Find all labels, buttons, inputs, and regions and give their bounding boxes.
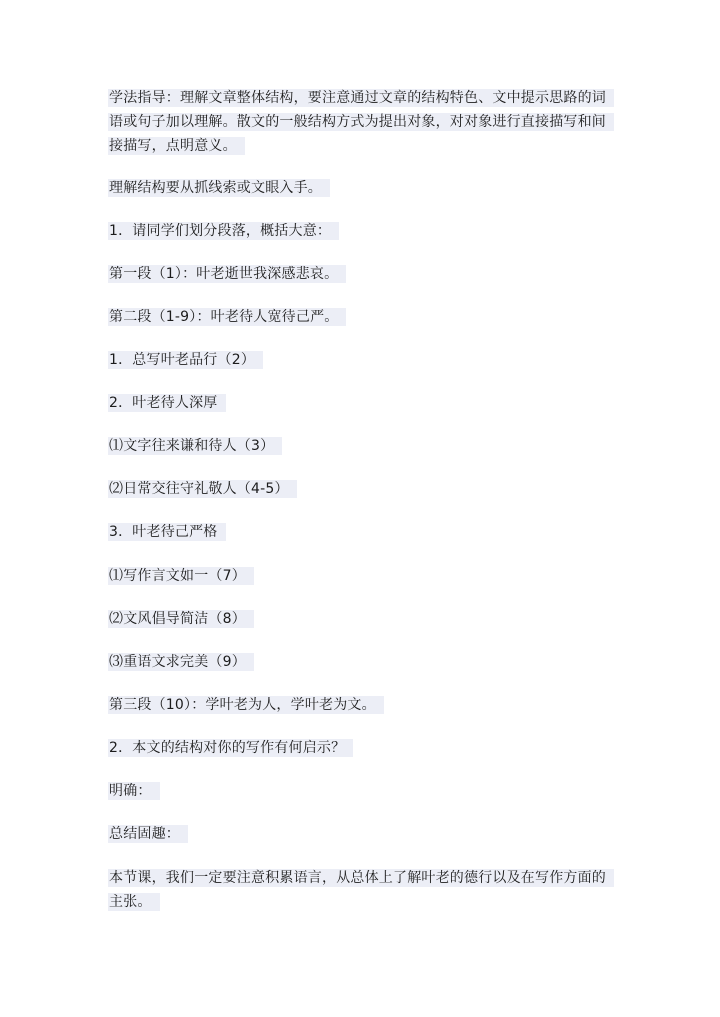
section-2-item-2b: ⑵日常交往守礼敬人（4-5） (108, 477, 297, 501)
guide-paragraph-line-3: 接描写，点明意义。 (108, 134, 245, 158)
section-3-summary: 第三段（10）：学叶老为人，学叶老为文。 (108, 693, 384, 717)
section-1-summary: 第一段（1）：叶老逝世我深感悲哀。 (108, 262, 346, 286)
understand-structure-text: 理解结构要从抓线索或文眼入手。 (108, 176, 330, 200)
guide-paragraph-line-2: 语或句子加以理解。散文的一般结构方式为提出对象，对对象进行直接描写和间 (108, 110, 614, 134)
section-2-item-3a: ⑴写作言文如一（7） (108, 564, 254, 588)
guide-paragraph-line-1: 学法指导：理解文章整体结构，要注意通过文章的结构特色、文中提示思路的词 (108, 86, 614, 110)
section-2-item-1: 1．总写叶老品行（2） (108, 348, 263, 372)
section-2-item-3b: ⑵文风倡导简洁（8） (108, 607, 254, 631)
section-2-item-2: 2．叶老待人深厚 (108, 391, 226, 415)
question-2: 2．本文的结构对你的写作有何启示？ (108, 736, 353, 760)
clarify-label: 明确： (108, 779, 160, 803)
summary-title: 总结固趣： (108, 822, 188, 846)
section-2-item-2a: ⑴文字往来谦和待人（3） (108, 434, 282, 458)
section-2-item-3c: ⑶重语文求完美（9） (108, 650, 254, 674)
summary-line-2: 主张。 (108, 890, 160, 914)
summary-line-1: 本节课，我们一定要注意积累语言，从总体上了解叶老的德行以及在写作方面的 (108, 866, 614, 890)
section-2-summary: 第二段（1-9）：叶老待人宽待己严。 (108, 305, 346, 329)
question-1: 1．请同学们划分段落，概括大意： (108, 219, 339, 243)
section-2-item-3: 3．叶老待己严格 (108, 520, 226, 544)
